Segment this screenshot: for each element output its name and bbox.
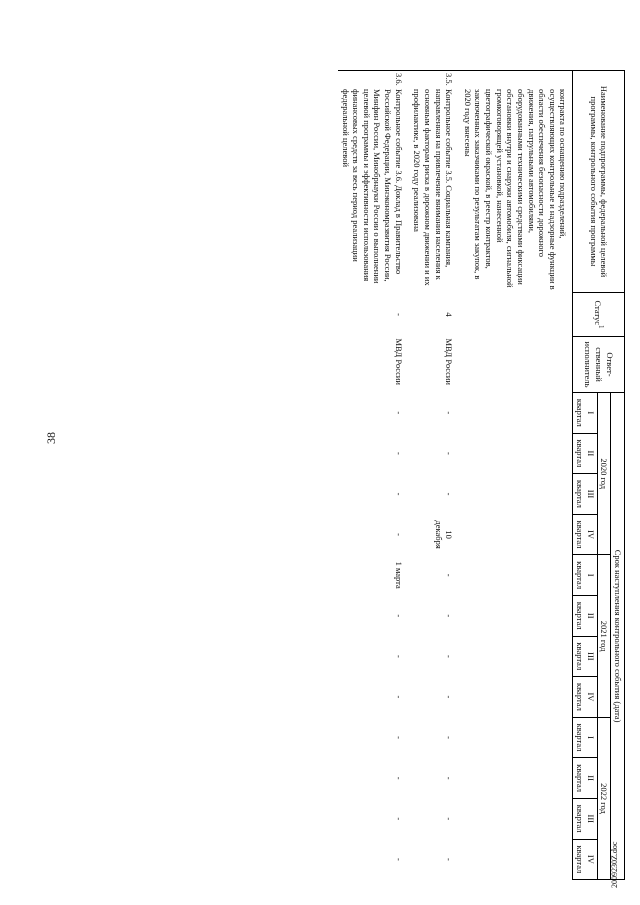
footer-file-code: 2009230Z.doc (610, 841, 619, 888)
quarter-cell: - (444, 654, 455, 658)
quarter-label: квартал (575, 764, 586, 793)
header-status (573, 293, 625, 337)
quarter-cell: - (393, 451, 404, 455)
responsible-cell: МВД России (393, 338, 404, 385)
quarter-cell: - (444, 695, 455, 699)
quarter-header (573, 717, 597, 758)
quarter-cell: - (444, 817, 455, 821)
header-year-2021: 2021 год (597, 555, 611, 717)
quarter-label: квартал (575, 723, 586, 752)
table-row (338, 71, 410, 880)
quarter-cell: - (444, 492, 455, 496)
quarter-label: квартал (575, 601, 586, 630)
status-cell (460, 293, 573, 337)
quarter-cell (460, 595, 573, 636)
quarter-cell: - (393, 614, 404, 618)
quarter-cell: - (393, 654, 404, 658)
quarter-roman: IV (585, 692, 596, 702)
quarter-header (573, 677, 597, 718)
quarter-label: квартал (575, 439, 586, 468)
quarter-label: квартал (575, 683, 586, 711)
status-cell: 4 (444, 312, 455, 317)
quarter-cell: - (444, 614, 455, 618)
quarter-header (573, 636, 597, 677)
quarter-roman: III (585, 652, 596, 661)
quarter-cell: - (393, 411, 404, 415)
quarter-cell: - (444, 736, 455, 739)
quarter-cell (460, 474, 573, 515)
quarter-roman: II (585, 450, 596, 457)
header-name: Наименование подпрограммы, федеральной целевой программы, контрольного события программы (573, 71, 625, 293)
responsible-cell: МВД России (444, 338, 455, 385)
quarter-cell: 10 декабря (433, 520, 455, 549)
event-number: 3.6. (393, 73, 404, 86)
quarter-cell: - (444, 411, 455, 415)
table-row (410, 71, 461, 880)
quarter-roman: III (585, 489, 596, 499)
quarter-cell: - (393, 817, 404, 821)
page-number: 38 (44, 432, 58, 444)
header-responsible: Ответ-ственный исполнитель (573, 337, 625, 393)
quarter-header (573, 555, 597, 596)
quarter-cell: - (393, 857, 404, 861)
quarter-cell: 1 марта (393, 561, 404, 589)
control-events-table (338, 70, 625, 880)
quarter-cell (460, 758, 573, 799)
quarter-roman: I (585, 411, 596, 415)
event-name: Контрольное событие 3.6. Доклад в Правительство Российской Федерации, Минэкономразвития России, Минфин России, Минобрнауки России о выполнении целевой программы и эффективности использования финансовых средств за весь период реализации федеральной целевой (340, 89, 404, 284)
quarter-cell: - (393, 695, 404, 699)
event-name: Контрольное событие 3.5. Социальная кампания, направленная на привлечение внимания населения к основным факторам риска в дорожном движении и их профилактике, в 2020 году реализована (412, 89, 455, 286)
quarter-cell: - (444, 451, 455, 455)
quarter-header (573, 393, 597, 434)
quarter-roman: II (585, 612, 596, 619)
event-number: 3.5. (444, 73, 455, 86)
quarter-roman: II (585, 775, 596, 781)
quarter-cell (460, 433, 573, 474)
header-year-2020: 2020 год (597, 393, 611, 555)
quarter-roman: IV (585, 854, 596, 864)
quarter-header (573, 758, 597, 799)
quarter-cell (460, 677, 573, 718)
header-deadline: Срок наступления контрольного события (дата) (611, 393, 625, 880)
quarter-roman: I (585, 736, 596, 739)
header-status-sup: 1 (596, 325, 605, 329)
quarter-label: квартал (575, 480, 586, 508)
quarter-label: квартал (575, 845, 586, 874)
header-status-label: Статус (593, 300, 604, 325)
quarter-cell (460, 393, 573, 434)
quarter-header (573, 595, 597, 636)
quarter-header (573, 433, 597, 474)
quarter-cell (460, 717, 573, 758)
table-body (338, 71, 573, 880)
header-year-2022: 2022 год (597, 717, 611, 879)
quarter-header (573, 798, 597, 839)
quarter-cell: - (444, 857, 455, 861)
event-name-cell (410, 71, 461, 293)
quarter-cell: - (393, 776, 404, 780)
quarter-header (573, 474, 597, 515)
quarter-label: квартал (575, 642, 586, 671)
event-name: контракта по оснащению подразделений, осуществляющих контрольные и надзорные функции в области обеспечения безопасности дорожного движения, патрульными автомобилями, оборудованными техническими средствами фиксации обстановки внутри и снаружи автомобиля, сигнальной громкоговорящей установкой, нанесенной цветографической окраской, в реестр контрактов, заключенных заказчиками по результатам закупок, в 2020 году внесены (462, 89, 569, 290)
quarter-label: квартал (575, 561, 586, 590)
quarter-cell (460, 555, 573, 596)
quarter-cell: - (393, 736, 404, 739)
quarter-header (573, 514, 597, 555)
quarter-roman: I (585, 573, 596, 577)
quarter-cell: - (393, 533, 404, 536)
quarter-cell (460, 514, 573, 555)
responsible-cell (460, 337, 573, 393)
quarter-label: квартал (575, 520, 586, 549)
status-cell: - (393, 313, 404, 316)
quarter-header (573, 839, 597, 880)
quarter-cell (460, 839, 573, 880)
quarter-cell (460, 798, 573, 839)
quarter-label: квартал (575, 804, 586, 833)
quarter-roman: III (585, 814, 596, 823)
event-name-cell (460, 71, 573, 293)
quarter-cell: - (393, 492, 404, 496)
event-name-cell (338, 71, 410, 293)
quarter-cell: - (444, 776, 455, 780)
quarter-cell: - (444, 573, 455, 577)
quarter-label: квартал (575, 398, 586, 427)
table-row (460, 71, 573, 880)
quarter-cell (460, 636, 573, 677)
quarter-roman: IV (585, 530, 596, 540)
